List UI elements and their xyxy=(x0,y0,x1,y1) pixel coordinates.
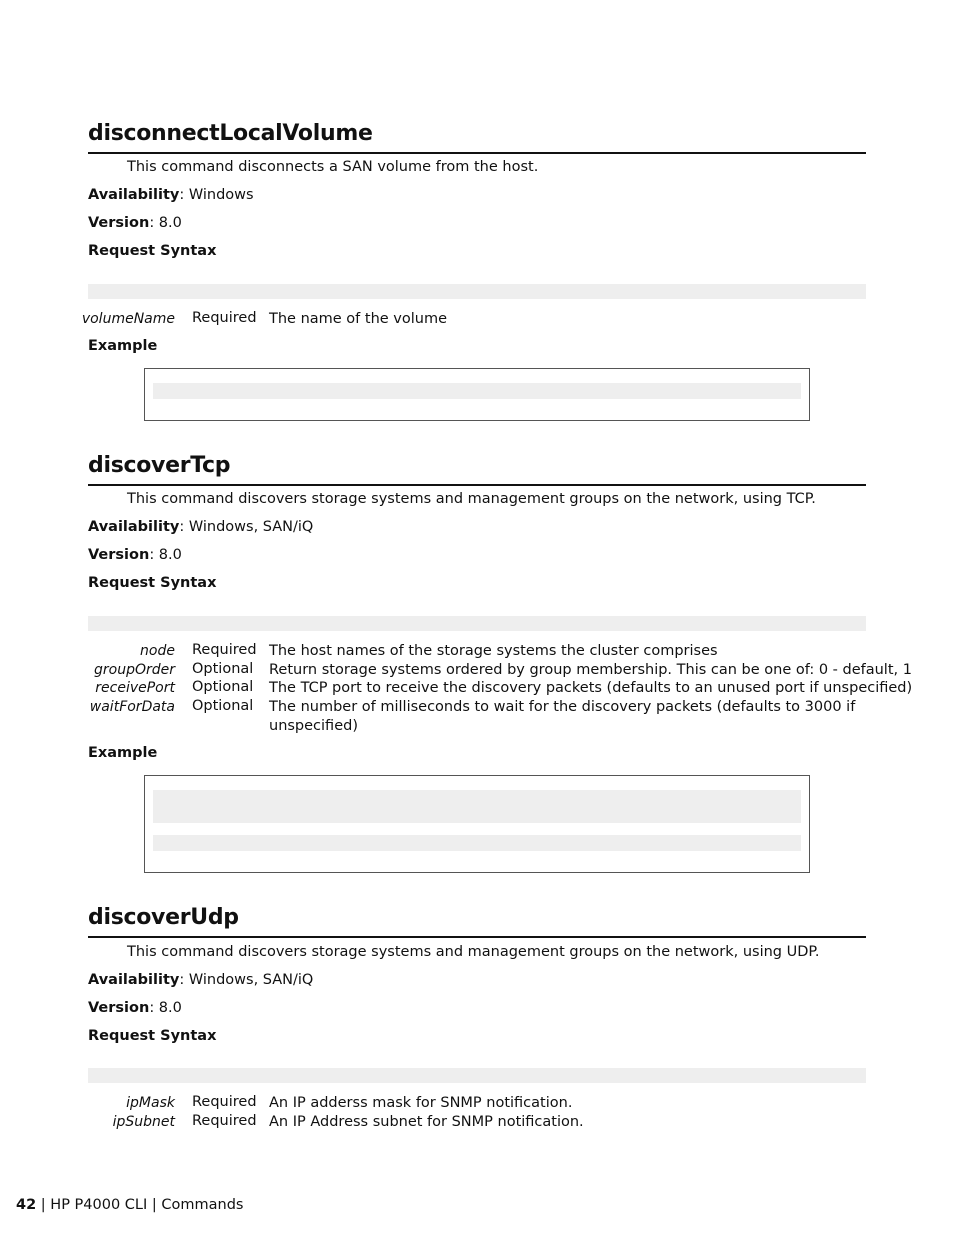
param-description: An IP Address subnet for SNMP notification. xyxy=(269,1114,584,1130)
example-code-line xyxy=(153,835,801,851)
version-value: : 8.0 xyxy=(149,1000,182,1016)
param-requirement: Required xyxy=(192,310,257,326)
param-description: The host names of the storage systems the cluster comprises xyxy=(269,643,718,659)
section-description: This command disconnects a SAN volume from the host. xyxy=(127,159,539,175)
availability-value: : Windows, SAN/iQ xyxy=(179,519,314,535)
syntax-code-block xyxy=(88,616,866,631)
param-name: ipSubnet xyxy=(112,1114,175,1130)
version-label: Version xyxy=(88,547,150,563)
section-title: disconnectLocalVolume xyxy=(88,121,373,146)
version-value: : 8.0 xyxy=(149,547,182,563)
request-syntax-heading: Request Syntax xyxy=(88,575,217,591)
param-name: node xyxy=(140,643,175,659)
param-description: Return storage systems ordered by group membership. This can be one of: 0 - default, 1 xyxy=(269,662,912,678)
param-requirement: Optional xyxy=(192,698,254,714)
availability-value: : Windows, SAN/iQ xyxy=(179,972,314,988)
section-description: This command discovers storage systems and management groups on the network, using TCP. xyxy=(127,491,816,507)
param-requirement: Required xyxy=(192,1113,257,1129)
section-rule xyxy=(88,152,866,154)
example-heading: Example xyxy=(88,745,158,761)
param-requirement: Optional xyxy=(192,679,254,695)
param-name: volumeName xyxy=(81,311,175,327)
example-code-line xyxy=(153,790,801,823)
syntax-code-block xyxy=(88,284,866,299)
section-rule xyxy=(88,936,866,938)
param-description: The TCP port to receive the discovery packets (defaults to an unused port if unspecified) xyxy=(269,680,913,696)
availability-label: Availability xyxy=(88,187,180,203)
syntax-code-block xyxy=(88,1068,866,1083)
param-name: groupOrder xyxy=(94,662,175,678)
param-requirement: Required xyxy=(192,642,257,658)
param-name: waitForData xyxy=(89,699,175,715)
param-requirement: Required xyxy=(192,1094,257,1110)
version-label: Version xyxy=(88,1000,150,1016)
param-name: receivePort xyxy=(95,680,175,696)
version-line xyxy=(88,547,182,563)
version-line xyxy=(88,215,182,231)
example-heading: Example xyxy=(88,338,158,354)
availability-line xyxy=(88,972,313,988)
version-line xyxy=(88,1000,182,1016)
param-name: ipMask xyxy=(126,1095,175,1111)
page-number: 42 xyxy=(16,1197,37,1213)
param-description: An IP adderss mask for SNMP notification. xyxy=(269,1095,573,1111)
page-footer xyxy=(16,1197,243,1213)
param-description: The number of milliseconds to wait for the discovery packets (defaults to 3000 if unspecified) xyxy=(269,699,856,734)
availability-line xyxy=(88,187,254,203)
availability-value: : Windows xyxy=(179,187,254,203)
version-value: : 8.0 xyxy=(149,215,182,231)
param-description: The name of the volume xyxy=(269,311,448,327)
availability-line xyxy=(88,519,313,535)
section-rule xyxy=(88,484,866,486)
request-syntax-heading: Request Syntax xyxy=(88,243,217,259)
section-title: discoverUdp xyxy=(88,905,239,930)
example-code-line xyxy=(153,383,801,399)
example-code-box xyxy=(144,368,810,421)
footer-text: | HP P4000 CLI | Commands xyxy=(36,1197,244,1213)
request-syntax-heading: Request Syntax xyxy=(88,1028,217,1044)
param-requirement: Optional xyxy=(192,661,254,677)
availability-label: Availability xyxy=(88,519,180,535)
example-code-box xyxy=(144,775,810,873)
section-title: discoverTcp xyxy=(88,453,231,478)
availability-label: Availability xyxy=(88,972,180,988)
section-description: This command discovers storage systems and management groups on the network, using UDP. xyxy=(127,944,820,960)
version-label: Version xyxy=(88,215,150,231)
